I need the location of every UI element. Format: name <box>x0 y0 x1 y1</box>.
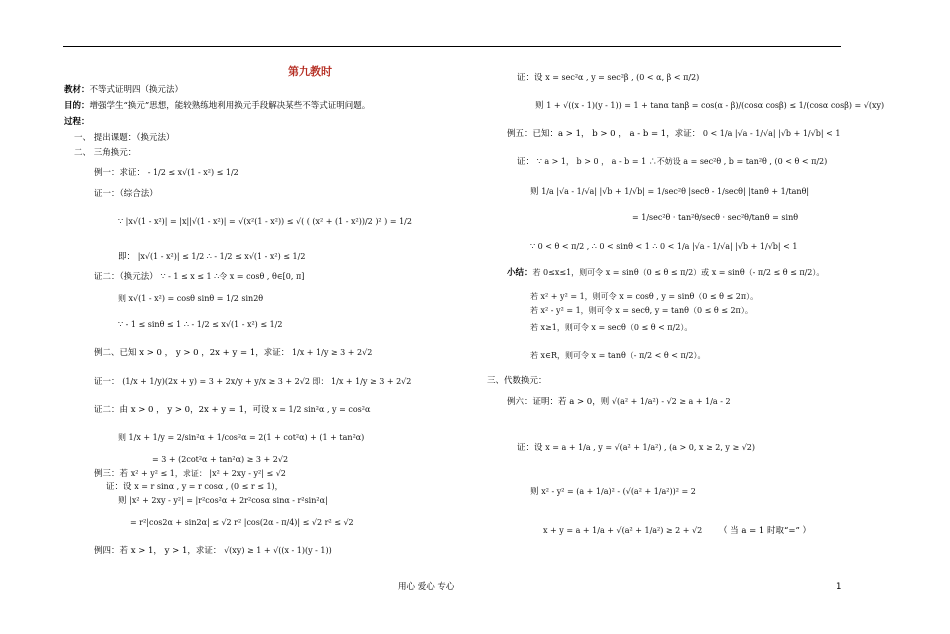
example-6-formula: √(a² + 1/a²) - √2 ≥ a + 1/a - 2 <box>611 397 731 406</box>
summary-3: 若 x² - y² = 1，则可令 x = secθ, y = tanθ（0 ≤ θ ≤ 2π）。 <box>530 306 753 315</box>
example-5-line-3: = 1/sec²θ · tan²θ/secθ · sec²θ/tanθ = sinθ <box>632 213 799 222</box>
proof-2-heading: 证二：（换元法） <box>94 272 158 282</box>
example-1-label: 例一：求证： <box>94 168 146 178</box>
goal-value: 增强学生“换元”思想，能较熟练地利用换元手段解决某些不等式证明问题。 <box>89 101 371 111</box>
goal-label: 目的： <box>64 101 90 111</box>
proof-1-result-formula: |x√(1 - x²)| ≤ 1/2 ∴ - 1/2 ≤ x√(1 - x²) ≤ 1/2 <box>137 252 306 261</box>
process-label: 过程： <box>64 117 90 127</box>
textbook-value: 不等式证明四（换元法） <box>89 85 184 95</box>
example-6-label: 例六：证明：若 a > 0，则 <box>507 397 610 407</box>
example-2-proof-1-lead: 证一： <box>94 377 120 387</box>
example-6-line-3 <box>543 526 811 537</box>
example-4-formula: √(xy) ≥ 1 + √((x - 1)(y - 1)) <box>224 546 332 555</box>
page-number: 1 <box>836 582 842 592</box>
summary-4: 若 x≥1，则可令 x = secθ（0 ≤ θ < π/2）。 <box>530 323 693 332</box>
proof-1-formula: ∵ |x√(1 - x²)| = |x||√(1 - x²)| = √(x²(1 - x²)) ≤ √( ( (x² + (1 - x²))/2 )² ) = 1/2 <box>118 217 412 226</box>
example-2-label: 例二、已知 x > 0 ， y > 0 ，2x + y = 1，求证： <box>94 348 290 358</box>
example-6-note: （ 当 a = 1 时取“=” ） <box>718 526 812 536</box>
example-2-formula: 1/x + 1/y ≥ 3 + 2√2 <box>291 348 373 357</box>
example-3-line-2 <box>118 496 328 507</box>
example-4-proof <box>517 73 699 84</box>
proof-2 <box>94 272 304 283</box>
example-6-proof <box>517 443 755 454</box>
example-2-proof-2-line-3: = 3 + (2cot²α + tan²α) ≥ 3 + 2√2 <box>152 455 289 464</box>
proof-1-heading: 证一：（综合法） <box>94 189 158 199</box>
example-2-proof-1-formula: (1/x + 1/y)(2x + y) = 3 + 2x/y + y/x ≥ 3 + 2√2 即： 1/x + 1/y ≥ 3 + 2√2 <box>122 377 412 386</box>
example-3-label: 例三：若 <box>94 469 129 479</box>
proof-1-result <box>118 252 305 263</box>
textbook-line <box>64 86 183 96</box>
example-2-proof-2 <box>94 405 370 416</box>
footer-motto: 用心 爱心 专心 <box>398 582 455 592</box>
summary-label: 小结： <box>507 268 533 278</box>
textbook-label: 教材： <box>64 85 90 95</box>
example-1-formula: - 1/2 ≤ x√(1 - x²) ≤ 1/2 <box>147 168 239 177</box>
section-2: 二、 三角换元： <box>74 148 137 158</box>
example-6-line-2-formula: x² - y² = (a + 1/a)² - (√(a² + 1/a²))² = 2 <box>541 487 696 496</box>
summary-5: 若 x∈R，则可令 x = tanθ（- π/2 < θ < π/2）。 <box>530 351 706 360</box>
proof-1-result-lead: 即： <box>118 252 136 262</box>
example-4-proof-lead: 证：设 <box>517 73 543 83</box>
example-5 <box>507 129 840 140</box>
summary-1-text: 若 0≤x≤1，则可令 x = sinθ（0 ≤ θ ≤ π/2）或 x = sinθ（- π/2 ≤ θ ≤ π/2）。 <box>532 268 825 277</box>
example-6-line-2 <box>530 487 696 498</box>
example-3-line-2-formula: |x² + 2xy - y²| = |r²cos²α + 2r²cosα sinα - r²sin²α| <box>129 496 328 505</box>
example-3-line-2-lead: 则 <box>118 496 127 506</box>
example-4-proof-formula: x = sec²α , y = sec²β , (0 < α, β < π/2) <box>545 73 700 82</box>
example-2-proof-2-line-2: 则 1/x + 1/y = 2/sin²α + 1/cos²α = 2(1 + cot²α) + (1 + tan²α) <box>118 433 365 442</box>
example-5-label: 例五：已知：a > 1， b > 0 ， a - b = 1，求证： <box>507 129 701 139</box>
example-6-proof-formula: x = a + 1/a , y = √(a² + 1/a²) , (a > 0, x ≥ 2, y ≥ √2) <box>545 443 756 452</box>
example-5-line-2 <box>530 187 809 198</box>
example-5-proof <box>517 157 827 168</box>
example-5-proof-lead: 证： <box>517 157 535 167</box>
example-2-proof-2-label: 证二：由 x > 0 ， y > 0，2x + y = 1，可设 <box>94 405 270 415</box>
goal-line <box>64 102 370 112</box>
example-4-line-2 <box>535 101 884 112</box>
page-title: 第九教时 <box>288 65 332 78</box>
example-2-proof-2-formula: x = 1/2 sin²α , y = cos²α <box>272 405 371 414</box>
example-3-line-3: = r²|cos2α + sin2α| ≤ √2 r² |cos(2α - π/4)| ≤ √2 r² ≤ √2 <box>130 518 354 527</box>
example-5-formula: 0 < 1/a |√a - 1/√a| |√b + 1/√b| < 1 <box>702 129 841 138</box>
example-3-formula: x² + y² ≤ 1，求证： |x² + 2xy - y²| ≤ √2 <box>130 469 286 478</box>
section-1: 一、 提出课题：（换元法） <box>74 133 175 143</box>
example-2-proof-1 <box>94 377 411 388</box>
example-2 <box>94 348 372 359</box>
summary-1 <box>507 268 824 279</box>
example-1 <box>94 168 239 179</box>
example-3-proof-formula: x = r sinα , y = r cosα , (0 ≤ r ≤ 1)， <box>134 482 283 491</box>
example-3-proof <box>106 482 283 493</box>
summary-2: 若 x² + y² = 1，则可令 x = cosθ , y = sinθ（0 ≤ θ ≤ 2π）。 <box>530 292 759 301</box>
example-5-line-4: ∵ 0 < θ < π/2 , ∴ 0 < sinθ < 1 ∴ 0 < 1/a |√a - 1/√a| |√b + 1/√b| < 1 <box>530 242 798 251</box>
example-5-proof-formula: ∵ a > 1， b > 0 ， a - b = 1 ∴不妨设 a = sec²θ , b = tan²θ , (0 < θ < π/2) <box>536 157 828 166</box>
example-5-line-2-lead: 则 <box>530 187 539 197</box>
example-6-proof-lead: 证：设 <box>517 443 543 453</box>
example-4-label: 例四：若 x > 1， y > 1，求证： <box>94 546 222 556</box>
example-4-line-2-lead: 则 <box>535 101 544 111</box>
section-3: 三、代数换元： <box>487 376 547 386</box>
example-3 <box>94 469 286 480</box>
proof-2-line-2: 则 x√(1 - x²) = cosθ sinθ = 1/2 sin2θ <box>118 294 264 303</box>
proof-2-formula: ∵ - 1 ≤ x ≤ 1 ∴令 x = cosθ , θ∈[0, π] <box>160 272 305 281</box>
example-4-line-2-formula: 1 + √((x - 1)(y - 1)) = 1 + tanα tanβ = cos(α - β)/(cosα cosβ) ≤ 1/(cosα cosβ) = √(xy) <box>546 101 885 110</box>
example-4 <box>94 546 332 557</box>
example-5-line-2-formula: 1/a |√a - 1/√a| |√b + 1/√b| = 1/sec²θ |secθ - 1/secθ| |tanθ + 1/tanθ| <box>541 187 810 196</box>
proof-2-line-3: ∵ - 1 ≤ sinθ ≤ 1 ∴ - 1/2 ≤ x√(1 - x²) ≤ 1/2 <box>118 320 283 329</box>
example-6-line-2-lead: 则 <box>530 487 539 497</box>
example-6 <box>507 397 731 408</box>
example-6-line-3-formula: x + y = a + 1/a + √(a² + 1/a²) ≥ 2 + √2 <box>543 526 703 535</box>
header-rule <box>63 46 841 47</box>
example-3-proof-lead: 证：设 <box>106 482 132 492</box>
